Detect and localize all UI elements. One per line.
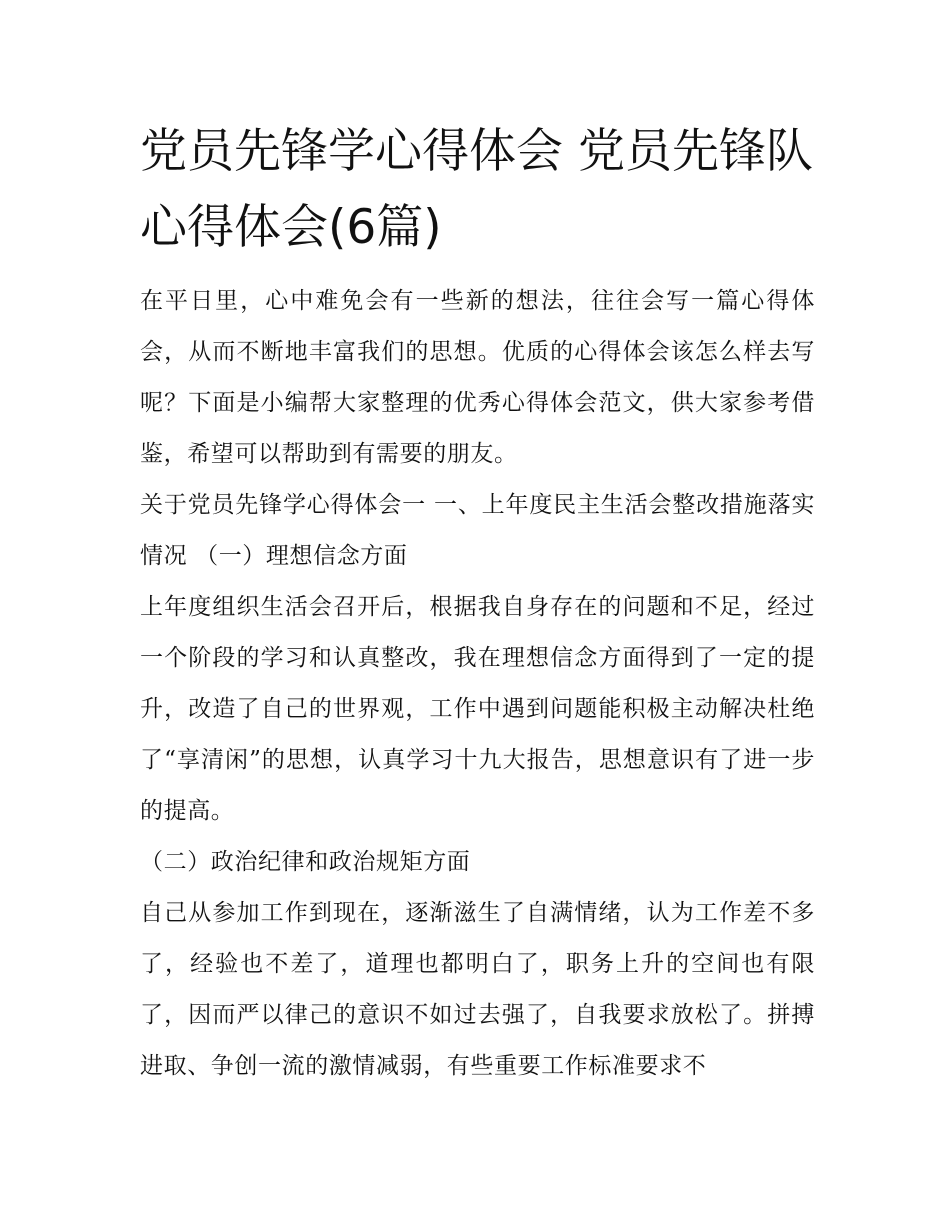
discipline-paragraph: 自己从参加工作到现在，逐渐滋生了自满情绪，认为工作差不多了，经验也不差了，道理也都明白了，职务上升的空间也有限了，因而严以律己的意识不如过去强了，自我要求放松了。拼搏进取、争创一流的激情减弱，有些重要工作标准要求不: [140, 900, 815, 1079]
section-heading-paragraph: 关于党员先锋学心得体会一 一、上年度民主生活会整改措施落实情况 （一）理想信念方面: [140, 492, 815, 569]
document-body: [140, 276, 815, 1092]
ideals-paragraph: 上年度组织生活会召开后，根据我自身存在的问题和不足，经过一个阶段的学习和认真整改，我在理想信念方面得到了一定的提升，改造了自己的世界观，工作中遇到问题能积极主动解决杜绝了“享清闲”的思想，认真学习十九大报告，思想意识有了进一步的提高。: [140, 594, 815, 824]
discipline-heading: （二）政治纪律和政治规矩方面: [140, 849, 471, 875]
document-title: 党员先锋学心得体会 党员先锋队心得体会(6篇): [140, 124, 813, 255]
intro-paragraph: 在平日里，心中难免会有一些新的想法，往往会写一篇心得体会，从而不断地丰富我们的思想。优质的心得体会该怎么样去写呢？下面是小编帮大家整理的优秀心得体会范文，供大家参考借鉴，希望可以帮助到有需要的朋友。: [140, 288, 815, 467]
